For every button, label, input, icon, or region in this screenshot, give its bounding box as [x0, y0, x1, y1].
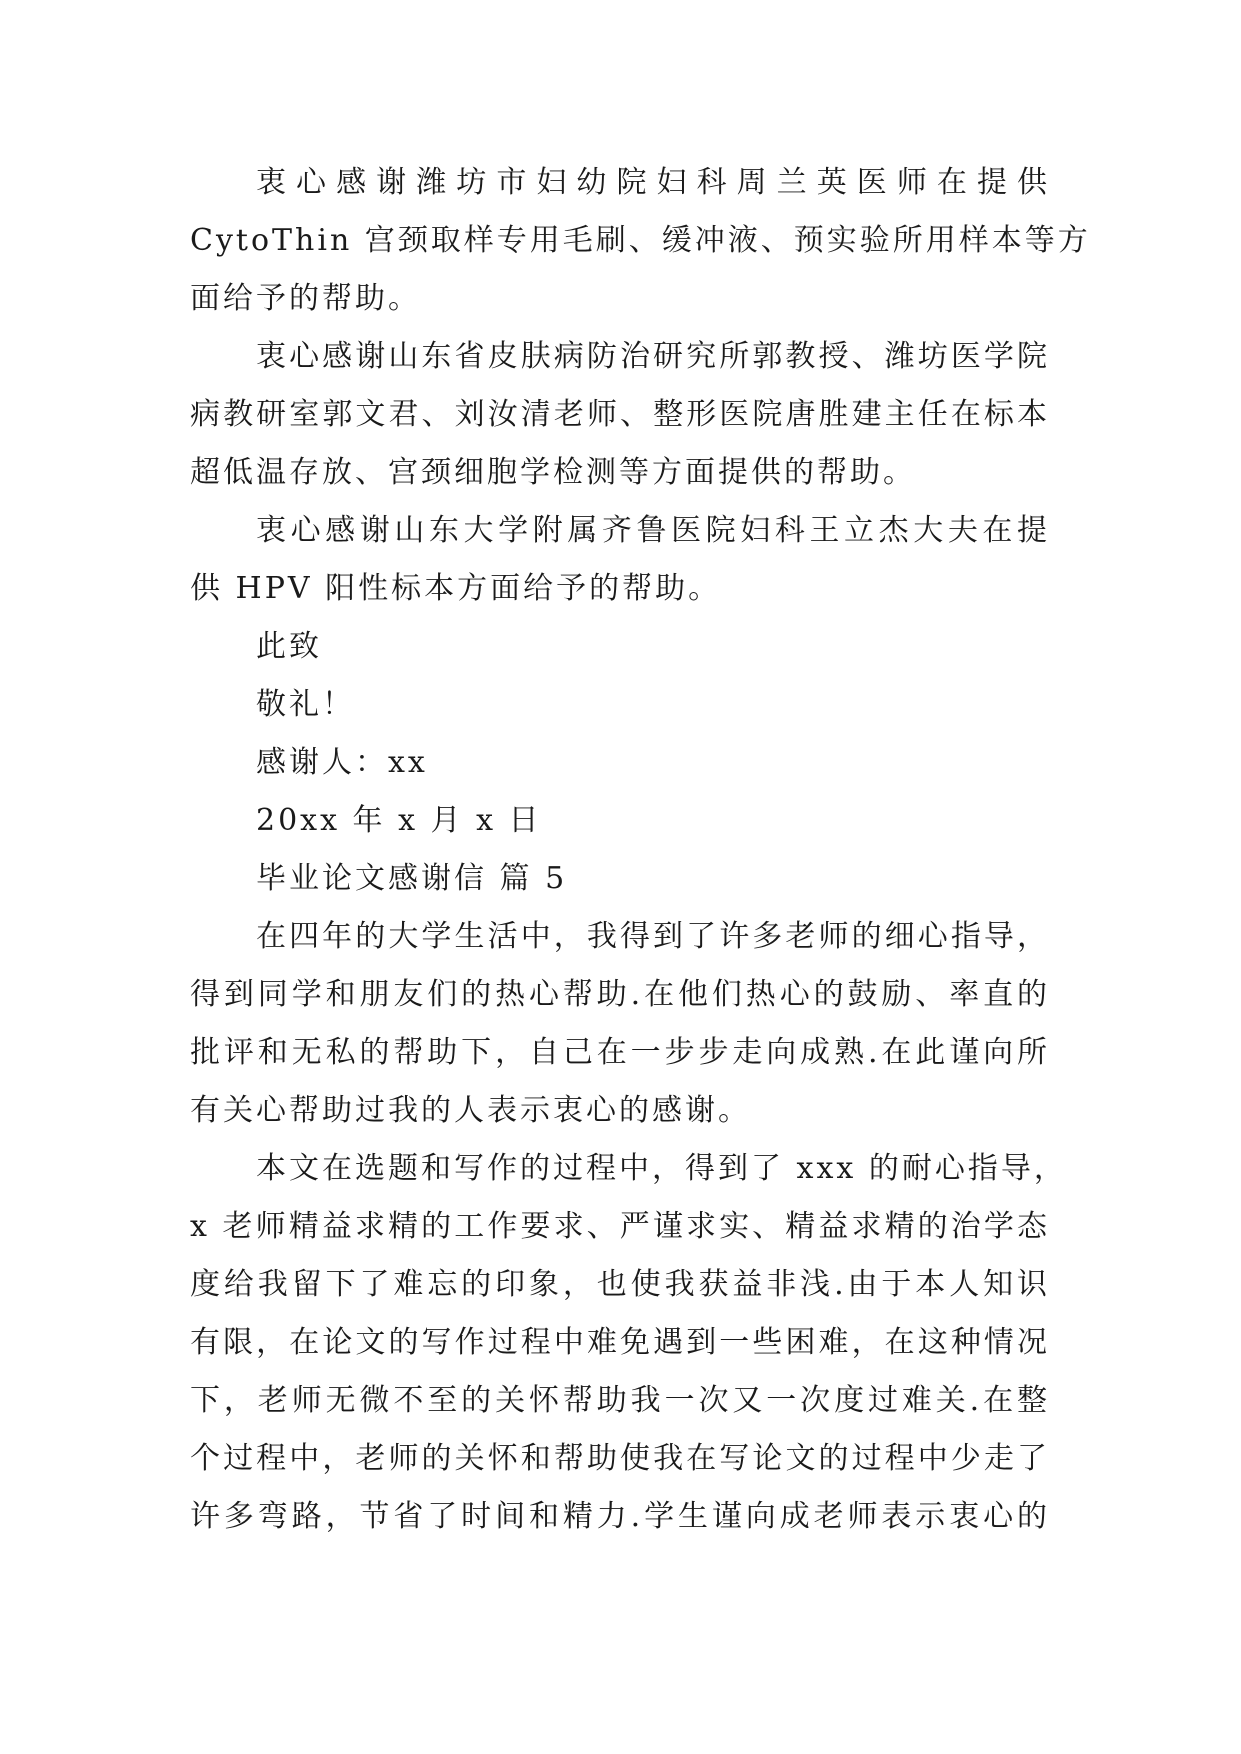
- text-line: 面给予的帮助。: [190, 281, 421, 316]
- text-line: 度给我留下了难忘的印象，也使我获益非浅.由于本人知识: [190, 1267, 1050, 1302]
- text-line: 衷心感谢山东省皮肤病防治研究所郭教授、潍坊医学院: [256, 339, 1050, 374]
- closing-line: 此致: [256, 629, 322, 664]
- text-line: 有限，在论文的写作过程中难免遇到一些困难，在这种情况: [190, 1325, 1050, 1360]
- closing-line: 敬礼！: [256, 687, 355, 722]
- document-body: [190, 154, 1091, 1546]
- text-line: 在四年的大学生活中，我得到了许多老师的细心指导，: [256, 919, 1050, 954]
- text-line: 个过程中，老师的关怀和帮助使我在写论文的过程中少走了: [190, 1441, 1050, 1476]
- section-heading: 毕业论文感谢信 篇 5: [256, 861, 568, 896]
- text-line: 本文在选题和写作的过程中，得到了 xxx 的耐心指导，: [256, 1151, 1067, 1186]
- text-line: 许多弯路，节省了时间和精力.学生谨向成老师表示衷心的: [190, 1499, 1050, 1534]
- text-line: 超低温存放、宫颈细胞学检测等方面提供的帮助。: [190, 455, 916, 490]
- date-line: 20xx 年 x 月 x 日: [256, 803, 542, 838]
- signature-line: 感谢人：xx: [256, 745, 428, 780]
- text-line: 供 HPV 阳性标本方面给予的帮助。: [190, 571, 722, 606]
- text-line: CytoThin 宫颈取样专用毛刷、缓冲液、预实验所用样本等方: [190, 223, 1091, 258]
- text-line: 得到同学和朋友们的热心帮助.在他们热心的鼓励、率直的: [190, 977, 1050, 1012]
- text-line: 衷心感谢潍坊市妇幼院妇科周兰英医师在提供: [256, 165, 1050, 200]
- text-line: 有关心帮助过我的人表示衷心的感谢。: [190, 1093, 751, 1128]
- text-line: 病教研室郭文君、刘汝清老师、整形医院唐胜建主任在标本: [190, 397, 1050, 432]
- text-line: 衷心感谢山东大学附属齐鲁医院妇科王立杰大夫在提: [256, 513, 1050, 548]
- text-line: 下，老师无微不至的关怀帮助我一次又一次度过难关.在整: [190, 1383, 1050, 1418]
- text-line: 批评和无私的帮助下，自己在一步步走向成熟.在此谨向所: [190, 1035, 1050, 1070]
- text-line: x 老师精益求精的工作要求、严谨求实、精益求精的治学态: [190, 1209, 1050, 1244]
